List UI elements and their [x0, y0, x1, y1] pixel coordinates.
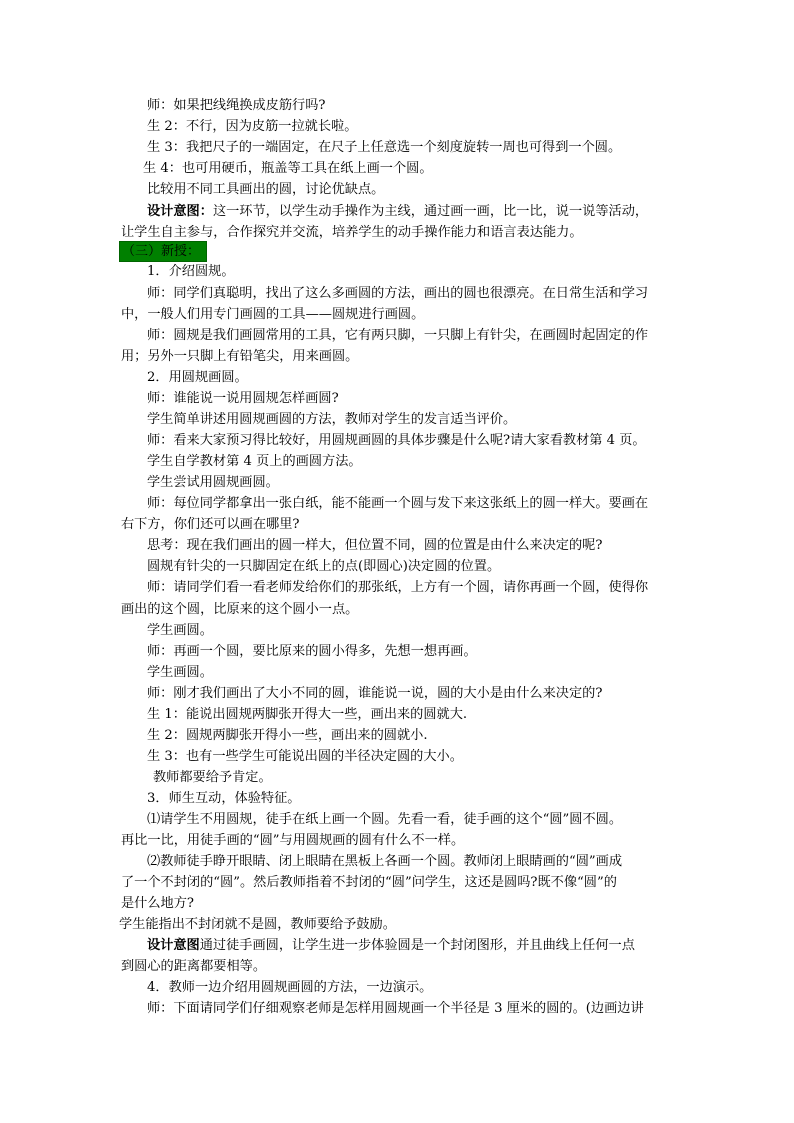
paragraph-line: ⑵教师徒手睁开眼睛、闭上眼睛在黑板上各画一个圆。教师闭上眼睛画的“圆”画成: [147, 854, 623, 869]
paragraph-line: 师：每位同学都拿出一张白纸，能不能画一个圆与发下来这张纸上的圆一样大。要画在: [147, 496, 649, 511]
paragraph-line: 学生自学教材第 4 页上的画圆方法。: [147, 454, 362, 469]
paragraph-line: 生 2：不行，因为皮筋一拉就长啦。: [147, 119, 358, 134]
design-intent-text: 这一环节，以学生动手操作为主线，通过画一画，比一比，说一说等活动，: [212, 204, 649, 219]
paragraph-line: 学生能指出不封闭就不是圆，教师要给予鼓励。: [119, 917, 396, 932]
paragraph-line: 师：刚才我们画出了大小不同的圆，谁能说一说，圆的大小是由什么来决定的?: [147, 686, 603, 701]
paragraph-line: 思考：现在我们画出的圆一样大，但位置不同，圆的位置是由什么来决定的呢?: [147, 538, 603, 553]
paragraph-line: 用；另外一只脚上有铅笔尖，用来画圆。: [121, 349, 359, 364]
paragraph-line: 到圆心的距离都要相等。: [121, 959, 267, 974]
paragraph-line: 生 2：圆规两脚张开得小一些，画出来的圆就小.: [147, 728, 428, 743]
paragraph-line: 生 3：我把尺子的一端固定，在尺子上任意选一个刻度旋转一周也可得到一个圆。: [147, 140, 622, 155]
paragraph-line: 师：请同学们看一看老师发给你们的那张纸，上方有一个圆，请你再画一个圆，使得你: [147, 580, 649, 595]
paragraph-line: 师：圆规是我们画圆常用的工具，它有两只脚，一只脚上有针尖，在画圆时起固定的作: [147, 328, 649, 343]
paragraph-line: 学生画圆。: [147, 623, 213, 638]
paragraph-line: 2．用圆规画圆。: [147, 370, 248, 385]
paragraph-line: 让学生自主参与，合作探究并交流，培养学生的动手操作能力和语言表达能力。: [121, 225, 583, 240]
paragraph-line: 师：同学们真聪明，找出了这么多画圆的方法，画出的圆也很漂亮。在日常生活和学习: [147, 286, 649, 301]
paragraph-line: 再比一比，用徒手画的“圆”与用圆规画的圆有什么不一样。: [121, 833, 465, 848]
design-intent-line: [147, 202, 648, 222]
paragraph-line: 中，一般人们用专门画圆的工具——圆规进行画圆。: [121, 307, 425, 322]
paragraph-line: 生 1：能说出圆规两脚张开得大一些，画出来的圆就大.: [147, 707, 468, 722]
paragraph-line: 4．教师一边介绍用圆规画圆的方法，一边演示。: [147, 980, 433, 995]
paragraph-line: 生 4：也可用硬币，瓶盖等工具在纸上画一个圆。: [143, 161, 433, 176]
paragraph-line: 学生画圆。: [147, 665, 213, 680]
paragraph-line: 3．师生互动，体验特征。: [147, 791, 301, 806]
design-intent-label: 设计意图：: [147, 204, 213, 219]
paragraph-line: ⑴请学生不用圆规，徒手在纸上画一个圆。先看一看，徒手画的这个“圆”圆不圆。: [147, 812, 623, 827]
paragraph-line: 师：谁能说一说用圆规怎样画圆?: [147, 391, 339, 406]
paragraph-line: 圆规有针尖的一只脚固定在纸上的点(即圆心)决定圆的位置。: [147, 559, 501, 574]
design-intent-text: 通过徒手画圆，让学生进一步体验圆是一个封闭图形，并且曲线上任何一点: [199, 938, 635, 953]
paragraph-line: 师：再画一个圆，要比原来的圆小得多，先想一想再画。: [147, 644, 477, 659]
design-intent-label: 设计意图: [147, 938, 200, 953]
paragraph-line: 师：如果把线绳换成皮筋行吗?: [147, 98, 326, 113]
paragraph-line: 教师都要给予肯定。: [153, 770, 272, 785]
paragraph-line: 画出的这个圆，比原来的这个圆小一点。: [121, 602, 359, 617]
paragraph-line: 学生尝试用圆规画圆。: [147, 475, 279, 490]
paragraph-line: 右下方，你们还可以画在哪里?: [121, 517, 300, 532]
paragraph-line: 师：看来大家预习得比较好，用圆规画圆的具体步骤是什么呢?请大家看教材第 4 页。: [147, 433, 646, 448]
paragraph-line: 学生简单讲述用圆规画圆的方法，教师对学生的发言适当评价。: [147, 412, 517, 427]
paragraph-line: 比较用不同工具画出的圆，讨论优缺点。: [147, 182, 385, 197]
section-heading: （三）新授：: [119, 241, 207, 262]
paragraph-line: 是什么地方?: [121, 896, 195, 911]
paragraph-line: 1．介绍圆规。: [147, 264, 235, 279]
design-intent-line: [147, 936, 635, 956]
paragraph-line: 师：下面请同学们仔细观察老师是怎样用圆规画一个半径是 3 厘米的圆的。(边画边讲: [147, 1001, 644, 1016]
paragraph-line: 了一个不封闭的“圆”。然后教师指着不封闭的“圆”问学生，这还是圆吗?既不像“圆”的: [121, 875, 617, 890]
paragraph-line: 生 3：也有一些学生可能说出圆的半径决定圆的大小。: [147, 749, 463, 764]
